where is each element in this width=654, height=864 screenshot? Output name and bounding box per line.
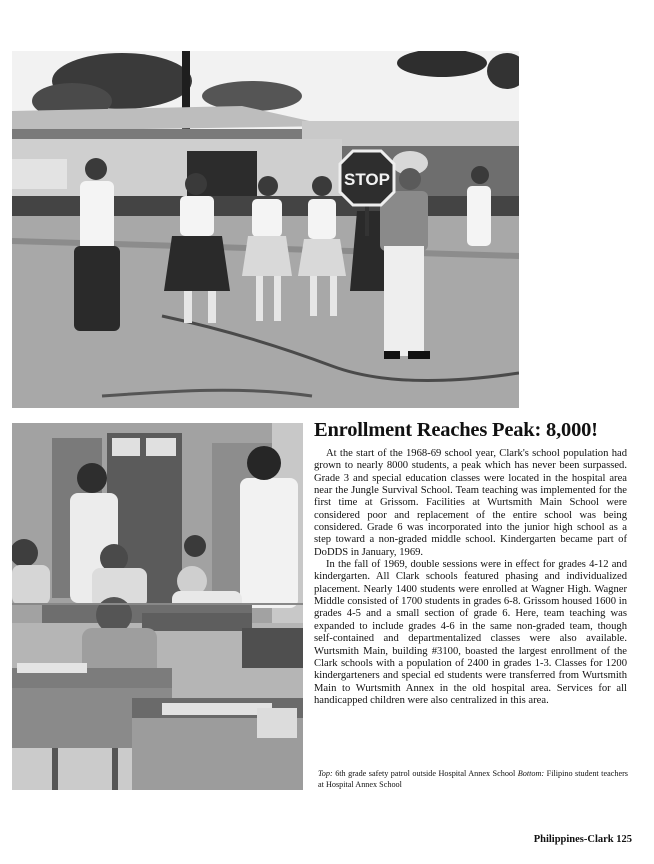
page-footer: Philippines-Clark 125 (533, 834, 632, 845)
caption-top-text: 6th grade safety patrol outside Hospital Annex School (332, 769, 518, 778)
caption-top-label: Top: (318, 769, 333, 778)
article-headline: Enrollment Reaches Peak: 8,000! (314, 419, 598, 441)
stop-sign-text: STOP (344, 170, 390, 189)
caption-bottom-label: Bottom: (517, 769, 545, 778)
article-paragraph-1: At the start of the 1968-69 school year, Clark's school population had grown to nearly 8000 students, a peak which has never been surpassed. Grade 3 and special education classes were located in the hospital area near the Jungle Survival School. Team teaching was implemented for the first time at Grissom. Facilities at Wurtsmith Main School were considered poor and replacement of the entire school was being considered. Grade 6 was incorporated into the junior high school as a step toward a non-graded middle school. Kindergarten became part of DoDDS in January, 1969. (314, 448, 627, 558)
article-paragraph-2: In the fall of 1969, double sessions were in effect for grades 4-12 and kindergarten. All Clark schools featured phasing and individualized placement. Nearly 1400 students were enrolled at Wagner High. Wagner Middle consisted of 1700 students in grades 6-8. Grissom housed 1600 in grades 4-5 and a small section of grade 6. Here, team teaching was expanded to include grades 4-6 in the same non-graded team, though self-contained and departmentalized classes were also available. Wurtsmith Main, building #3100, boasted the largest enrollment of the Clark schools with a population of 2400 in grades 1-3. Classes for 1200 kindergarteners and special ed students were transferred from Wurtsmith Main to Wurtsmith Annex in the old hospital area. Services for all handicapped children were also centralized in this area. (314, 559, 627, 706)
article (314, 418, 627, 707)
photo-classroom (12, 423, 303, 790)
caption-bottom-text: Filipino student teachers at Hospital Annex School (318, 769, 628, 789)
photo-safety-patrol (12, 51, 519, 408)
safety-patrol-photo-graphic (12, 51, 519, 408)
classroom-photo-graphic (12, 423, 303, 790)
photo-caption (318, 768, 628, 790)
